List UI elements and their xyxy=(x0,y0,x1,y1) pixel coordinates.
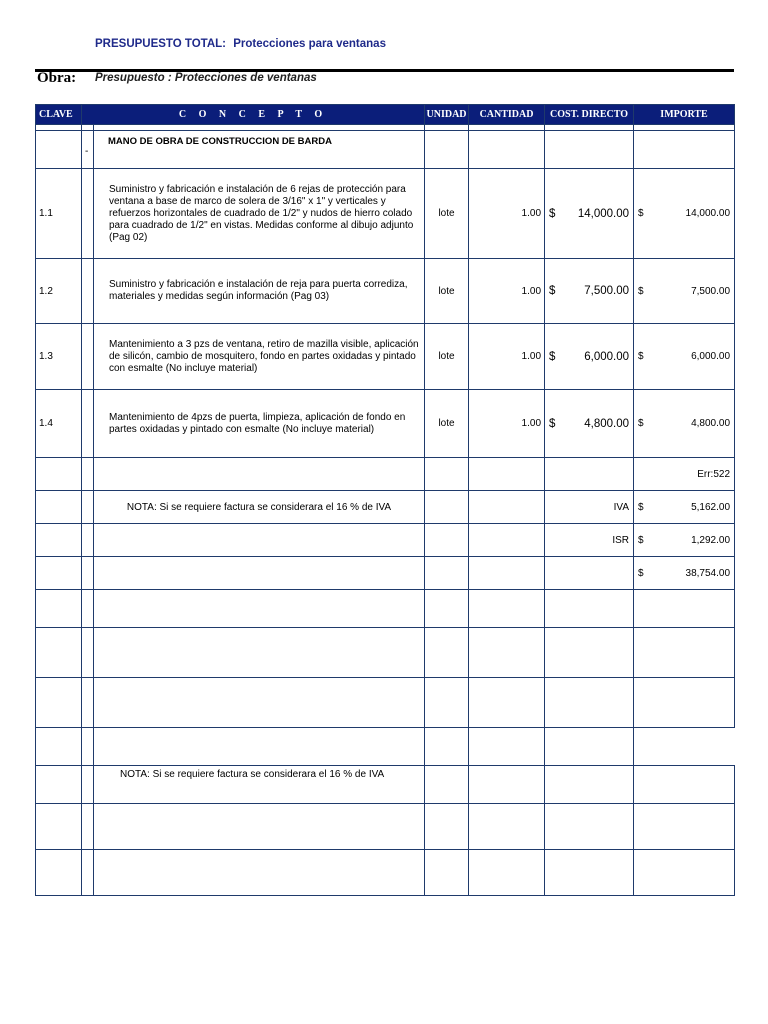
currency-sign: $ xyxy=(549,417,556,430)
section-title: MANO DE OBRA DE CONSTRUCCION DE BARDA xyxy=(94,131,425,169)
note-row xyxy=(36,766,735,804)
row-clave: 1.2 xyxy=(36,259,82,324)
empty-row xyxy=(36,590,735,628)
iva-note: NOTA: Si se requiere factura se considerara el 16 % de IVA xyxy=(94,491,425,524)
row-costo xyxy=(545,351,633,363)
col-header-unidad: UNIDAD xyxy=(425,105,469,125)
row-costo xyxy=(545,418,633,430)
title-value: Protecciones para ventanas xyxy=(233,38,386,50)
col-header-clave: CLAVE xyxy=(36,105,82,125)
row-importe xyxy=(634,351,734,362)
table-row xyxy=(36,324,735,390)
currency-sign: $ xyxy=(638,285,644,297)
col-header-costo: COST. DIRECTO xyxy=(545,105,634,125)
row-clave: 1.1 xyxy=(36,169,82,259)
isr-value: 1,292.00 xyxy=(691,534,731,546)
empty-row xyxy=(36,728,735,766)
document-title xyxy=(95,38,386,50)
currency-sign: $ xyxy=(549,350,556,363)
budget-table xyxy=(35,104,735,896)
isr-label: ISR xyxy=(545,524,634,557)
table-row xyxy=(36,390,735,458)
col-header-cantidad: CANTIDAD xyxy=(469,105,545,125)
row-concepto: Suministro y fabricación e instalación de 6 rejas de protección para ventana a base de marco de solera de 3/16" x 1" y verticales y refuerzos horizontales de cuadrado de 1/2" y nudos de hierro colado para cuadrado de 1/2" en vistas. Medidas conforme al dibujo adjunto (Pag 02) xyxy=(94,169,425,259)
row-clave: 1.3 xyxy=(36,324,82,390)
importe-value: 6,000.00 xyxy=(691,351,731,362)
row-importe xyxy=(634,286,734,297)
col-header-importe: IMPORTE xyxy=(634,105,735,125)
costo-value: 6,000.00 xyxy=(584,350,630,363)
summary-iva-row xyxy=(36,491,735,524)
row-unidad: lote xyxy=(425,169,469,259)
row-costo xyxy=(545,208,633,220)
iva-label: IVA xyxy=(545,491,634,524)
section-row xyxy=(36,131,735,169)
summary-error-row xyxy=(36,458,735,491)
footer-note: NOTA: Si se requiere factura se considerara el 16 % de IVA xyxy=(94,766,425,804)
obra-label: Obra: xyxy=(37,70,77,86)
iva-amount xyxy=(634,502,734,513)
costo-value: 7,500.00 xyxy=(584,285,630,297)
table-row xyxy=(36,169,735,259)
table-row xyxy=(36,259,735,324)
row-unidad: lote xyxy=(425,324,469,390)
summary-isr-row xyxy=(36,524,735,557)
empty-row xyxy=(36,850,735,896)
currency-sign: $ xyxy=(638,351,644,362)
row-costo xyxy=(545,285,633,297)
empty-row xyxy=(36,678,735,728)
row-importe xyxy=(634,208,734,219)
currency-sign: $ xyxy=(638,534,644,546)
error-value: Err:522 xyxy=(634,458,735,491)
empty-row xyxy=(36,628,735,678)
row-concepto: Suministro y fabricación e instalación de reja para puerta corrediza, materiales y medidas según información (Pag 03) xyxy=(94,259,425,324)
currency-sign: $ xyxy=(549,285,556,297)
currency-sign: $ xyxy=(638,567,644,579)
isr-amount xyxy=(634,535,734,546)
title-label: PRESUPUESTO TOTAL: xyxy=(95,38,226,50)
row-cantidad: 1.00 xyxy=(469,169,545,259)
row-unidad: lote xyxy=(425,259,469,324)
row-cantidad: 1.00 xyxy=(469,259,545,324)
table-header-row xyxy=(36,105,735,125)
total-amount xyxy=(634,568,734,579)
total-value: 38,754.00 xyxy=(685,567,731,579)
row-clave: 1.4 xyxy=(36,390,82,458)
row-importe xyxy=(634,418,734,429)
currency-sign: $ xyxy=(638,418,644,429)
row-cantidad: 1.00 xyxy=(469,324,545,390)
row-concepto: Mantenimiento a 3 pzs de ventana, retiro de mazilla visible, aplicación de silicón, cambio de mosquitero, fondo en partes oxidadas y pintado con esmalte (No incluye material) xyxy=(94,324,425,390)
costo-value: 4,800.00 xyxy=(584,417,630,430)
empty-row xyxy=(36,804,735,850)
costo-value: 14,000.00 xyxy=(577,207,630,220)
obra-value: Presupuesto : Protecciones de ventanas xyxy=(95,72,317,84)
col-header-concepto: C O N C E P T O xyxy=(82,105,425,125)
importe-value: 14,000.00 xyxy=(685,208,731,219)
row-cantidad: 1.00 xyxy=(469,390,545,458)
importe-value: 7,500.00 xyxy=(691,285,731,297)
summary-total-row xyxy=(36,557,735,590)
importe-value: 4,800.00 xyxy=(691,418,731,429)
currency-sign: $ xyxy=(638,208,644,219)
section-dash: - xyxy=(82,131,94,169)
currency-sign: $ xyxy=(549,207,556,220)
iva-value: 5,162.00 xyxy=(691,501,731,513)
row-unidad: lote xyxy=(425,390,469,458)
currency-sign: $ xyxy=(638,501,644,513)
row-concepto: Mantenimiento de 4pzs de puerta, limpieza, aplicación de fondo en partes oxidadas y pintado con esmalte (No incluye material) xyxy=(94,390,425,458)
